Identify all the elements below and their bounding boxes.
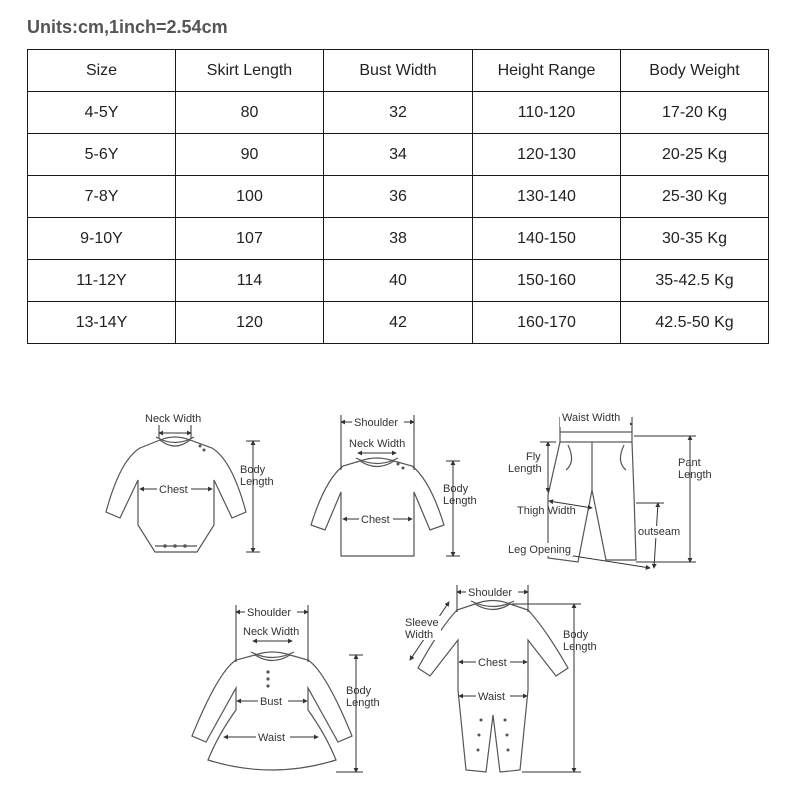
header-skirt-length: Skirt Length bbox=[176, 50, 324, 92]
label-leg-opening: Leg Opening bbox=[508, 544, 571, 556]
label-chest: Chest bbox=[159, 484, 188, 496]
label-sleeve-width: Sleeve bbox=[405, 617, 439, 629]
label-fly-length: Fly bbox=[526, 451, 541, 463]
cell-body-weight: 35-42.5 Kg bbox=[621, 260, 769, 302]
label-waist-width: Waist Width bbox=[562, 412, 621, 424]
cell-bust-width: 40 bbox=[324, 260, 473, 302]
cell-height-range: 120-130 bbox=[473, 134, 621, 176]
label-chest: Chest bbox=[478, 657, 507, 669]
pants-diagram bbox=[507, 412, 712, 568]
cell-skirt-length: 90 bbox=[176, 134, 324, 176]
label-body-length: Body bbox=[240, 464, 266, 476]
table-row bbox=[28, 260, 769, 302]
header-size: Size bbox=[28, 50, 176, 92]
header-body-weight: Body Weight bbox=[621, 50, 769, 92]
cell-body-weight: 17-20 Kg bbox=[621, 92, 769, 134]
label-bust: Bust bbox=[260, 696, 283, 708]
cell-body-weight: 30-35 Kg bbox=[621, 218, 769, 260]
cell-body-weight: 20-25 Kg bbox=[621, 134, 769, 176]
table-row bbox=[28, 176, 769, 218]
label-body-length-2: Length bbox=[443, 495, 477, 507]
cell-bust-width: 34 bbox=[324, 134, 473, 176]
cell-size: 7-8Y bbox=[28, 176, 176, 218]
label-sleeve-width-2: Width bbox=[405, 629, 434, 641]
label-pant-length-2: Length bbox=[678, 469, 712, 481]
cell-height-range: 140-150 bbox=[473, 218, 621, 260]
table-row bbox=[28, 218, 769, 260]
top-diagram bbox=[311, 415, 477, 556]
label-chest: Chest bbox=[361, 514, 390, 526]
cell-bust-width: 42 bbox=[324, 302, 473, 344]
cell-height-range: 150-160 bbox=[473, 260, 621, 302]
header-height-range: Height Range bbox=[473, 50, 621, 92]
cell-size: 4-5Y bbox=[28, 92, 176, 134]
cell-skirt-length: 80 bbox=[176, 92, 324, 134]
cell-skirt-length: 100 bbox=[176, 176, 324, 218]
label-outseam: outseam bbox=[638, 526, 681, 538]
cell-bust-width: 36 bbox=[324, 176, 473, 218]
label-thigh-width: Thigh Width bbox=[517, 505, 576, 517]
units-note: Units:cm,1inch=2.54cm bbox=[27, 17, 228, 37]
label-body-length-2: Length bbox=[563, 641, 597, 653]
romper-diagram bbox=[403, 585, 597, 772]
label-neck-width: Neck Width bbox=[243, 626, 300, 638]
table-row bbox=[28, 302, 769, 344]
cell-skirt-length: 114 bbox=[176, 260, 324, 302]
label-shoulder: Shoulder bbox=[354, 417, 399, 429]
label-body-length: Body bbox=[443, 483, 469, 495]
label-waist: Waist bbox=[478, 691, 506, 703]
label-shoulder: Shoulder bbox=[468, 587, 513, 599]
label-body-length: Body bbox=[563, 629, 589, 641]
label-neck-width: Neck Width bbox=[349, 438, 406, 450]
label-neck-width: Neck Width bbox=[145, 413, 202, 425]
label-body-length-2: Length bbox=[240, 476, 274, 488]
table-header-row bbox=[28, 50, 769, 92]
cell-size: 13-14Y bbox=[28, 302, 176, 344]
label-pant-length: Pant bbox=[678, 457, 701, 469]
label-shoulder: Shoulder bbox=[247, 607, 292, 619]
cell-size: 9-10Y bbox=[28, 218, 176, 260]
cell-height-range: 130-140 bbox=[473, 176, 621, 218]
cell-bust-width: 38 bbox=[324, 218, 473, 260]
label-fly-length-2: Length bbox=[508, 463, 542, 475]
label-body-length: Body bbox=[346, 685, 372, 697]
cell-height-range: 110-120 bbox=[473, 92, 621, 134]
cell-height-range: 160-170 bbox=[473, 302, 621, 344]
cell-size: 5-6Y bbox=[28, 134, 176, 176]
cell-skirt-length: 120 bbox=[176, 302, 324, 344]
dress-diagram bbox=[192, 605, 380, 772]
cell-bust-width: 32 bbox=[324, 92, 473, 134]
cell-body-weight: 42.5-50 Kg bbox=[621, 302, 769, 344]
cell-skirt-length: 107 bbox=[176, 218, 324, 260]
measurement-diagrams bbox=[0, 400, 800, 800]
bodysuit-diagram bbox=[106, 413, 274, 552]
size-chart-table bbox=[27, 49, 769, 344]
table-row bbox=[28, 92, 769, 134]
label-body-length-2: Length bbox=[346, 697, 380, 709]
header-bust-width: Bust Width bbox=[324, 50, 473, 92]
label-waist: Waist bbox=[258, 732, 286, 744]
table-row bbox=[28, 134, 769, 176]
cell-size: 11-12Y bbox=[28, 260, 176, 302]
cell-body-weight: 25-30 Kg bbox=[621, 176, 769, 218]
